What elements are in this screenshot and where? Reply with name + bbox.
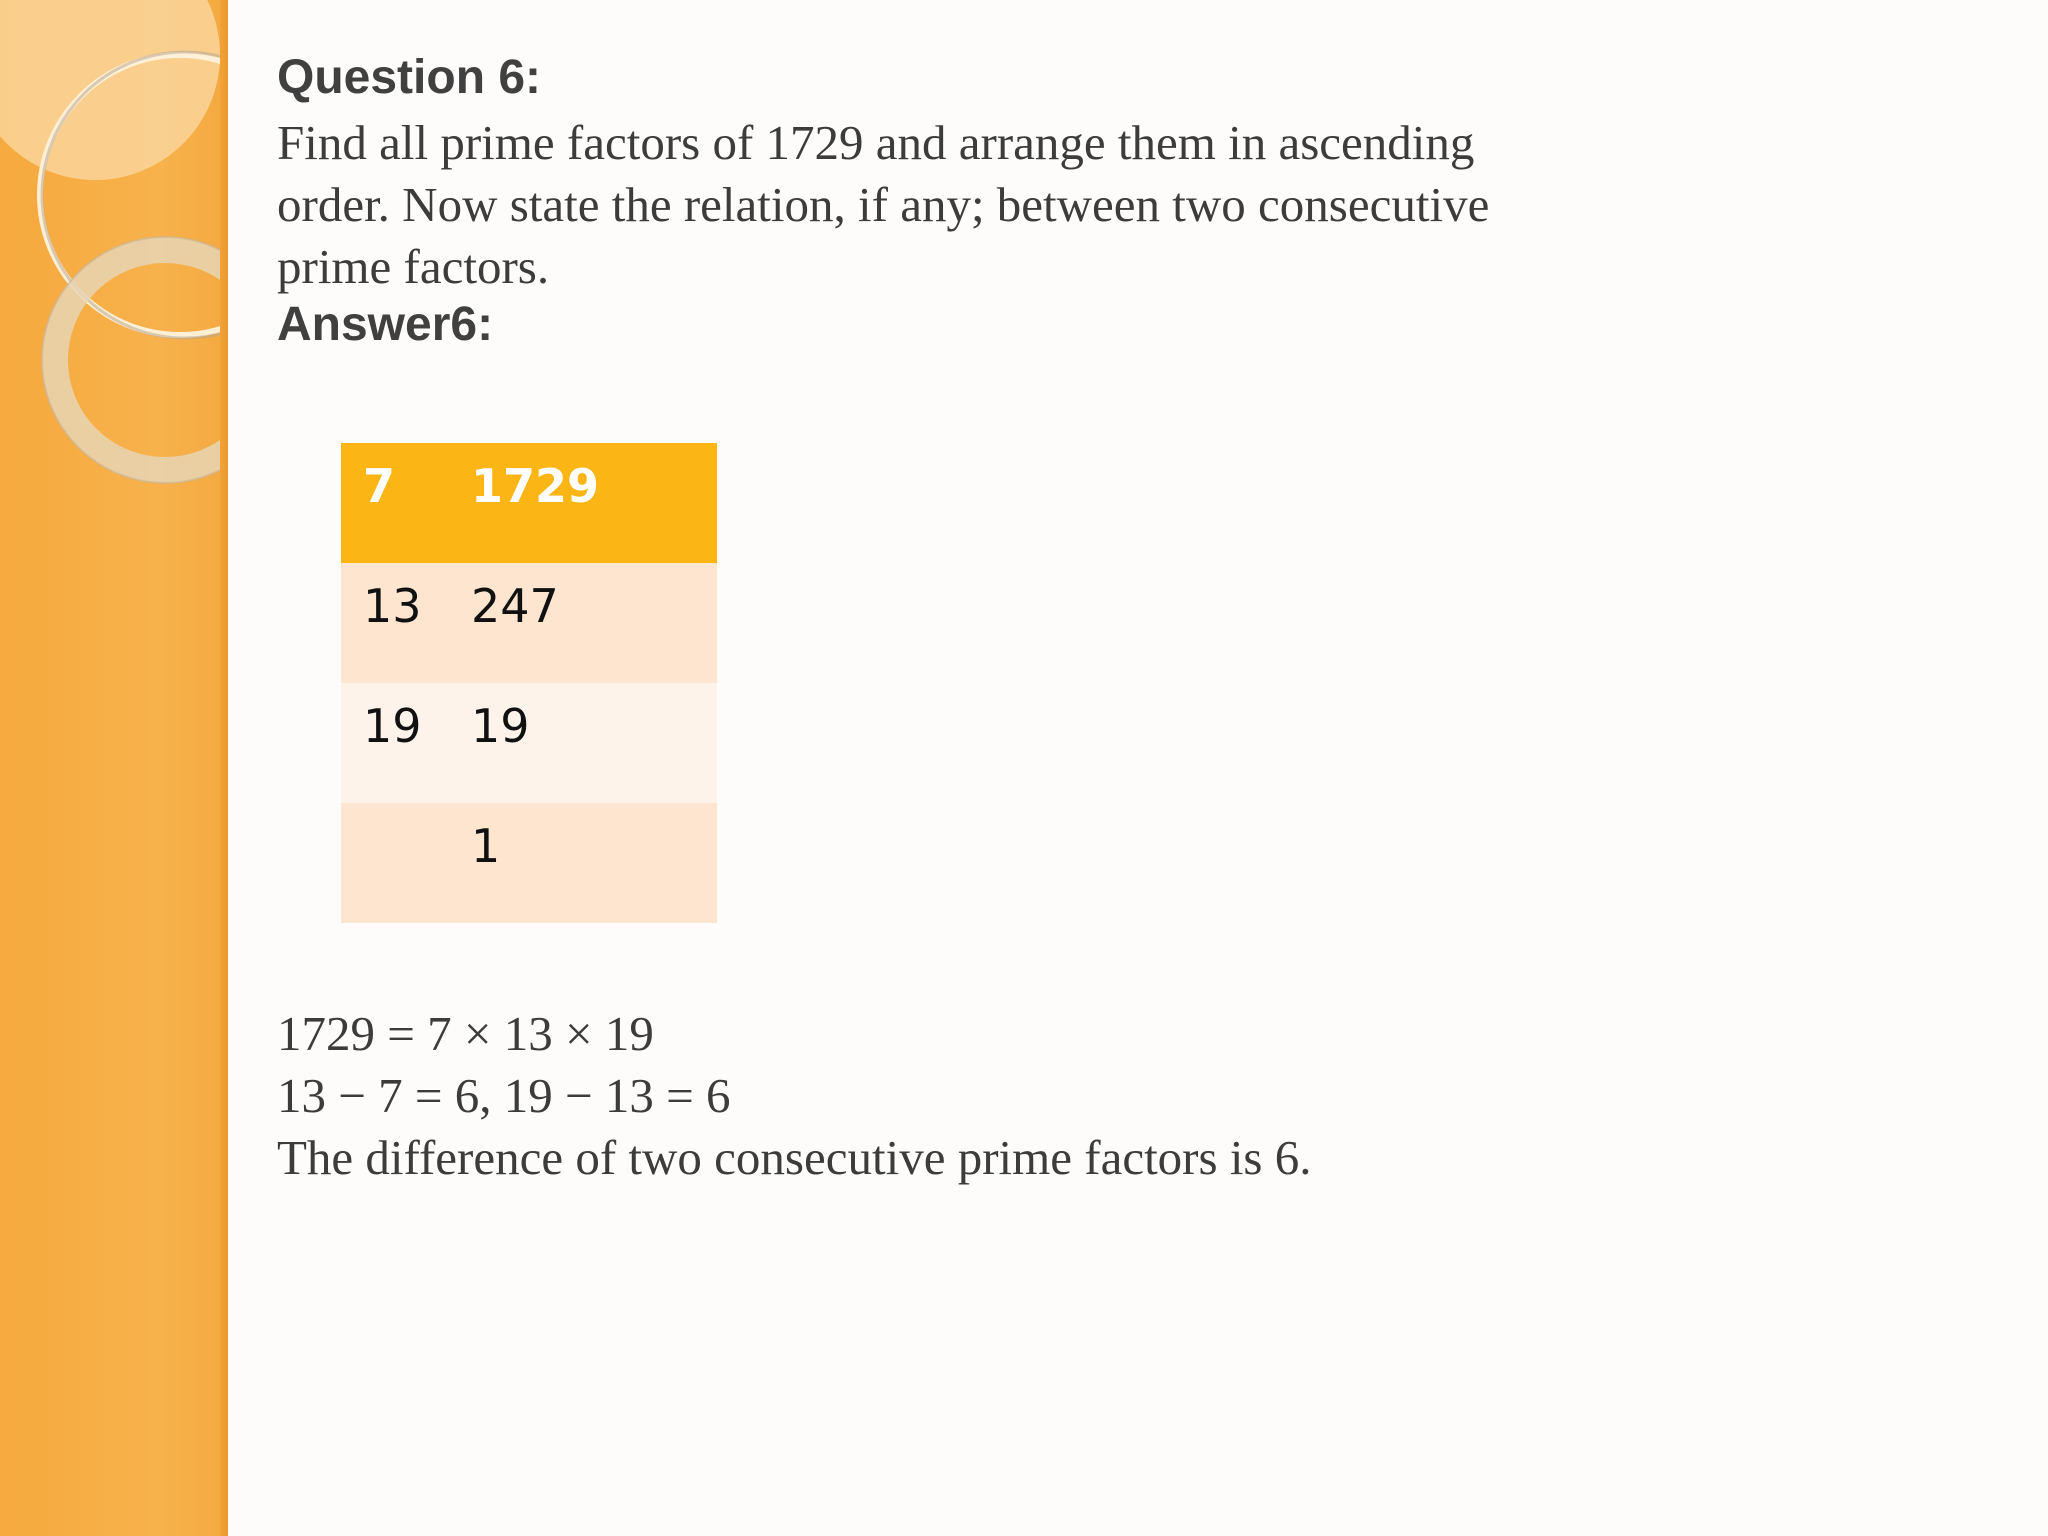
divisor-cell: 7 [341, 443, 467, 563]
solution-line: 1729 = 7 × 13 × 19 [277, 1006, 654, 1061]
question-line: Find all prime factors of 1729 and arrange them in ascending [277, 115, 1475, 170]
divisor-cell [341, 803, 467, 923]
table-row [341, 803, 717, 923]
solution-line: The difference of two consecutive prime factors is 6. [277, 1130, 1312, 1185]
prime-factorization-table [341, 443, 717, 923]
solution-text [277, 1003, 1312, 1189]
table-row [341, 563, 717, 683]
question-line: order. Now state the relation, if any; between two consecutive [277, 177, 1490, 232]
table-row [341, 683, 717, 803]
dividend-cell: 247 [467, 563, 717, 683]
question-line: prime factors. [277, 239, 550, 294]
answer-heading: Answer6: [277, 298, 494, 351]
divisor-cell: 19 [341, 683, 467, 803]
question-heading: Question 6: [277, 51, 542, 104]
divisor-cell: 13 [341, 563, 467, 683]
dividend-cell: 19 [467, 683, 717, 803]
solution-line: 13 − 7 = 6, 19 − 13 = 6 [277, 1068, 731, 1123]
question-text [277, 112, 1677, 298]
table-row [341, 443, 717, 563]
dividend-cell: 1729 [467, 443, 717, 563]
dividend-cell: 1 [467, 803, 717, 923]
